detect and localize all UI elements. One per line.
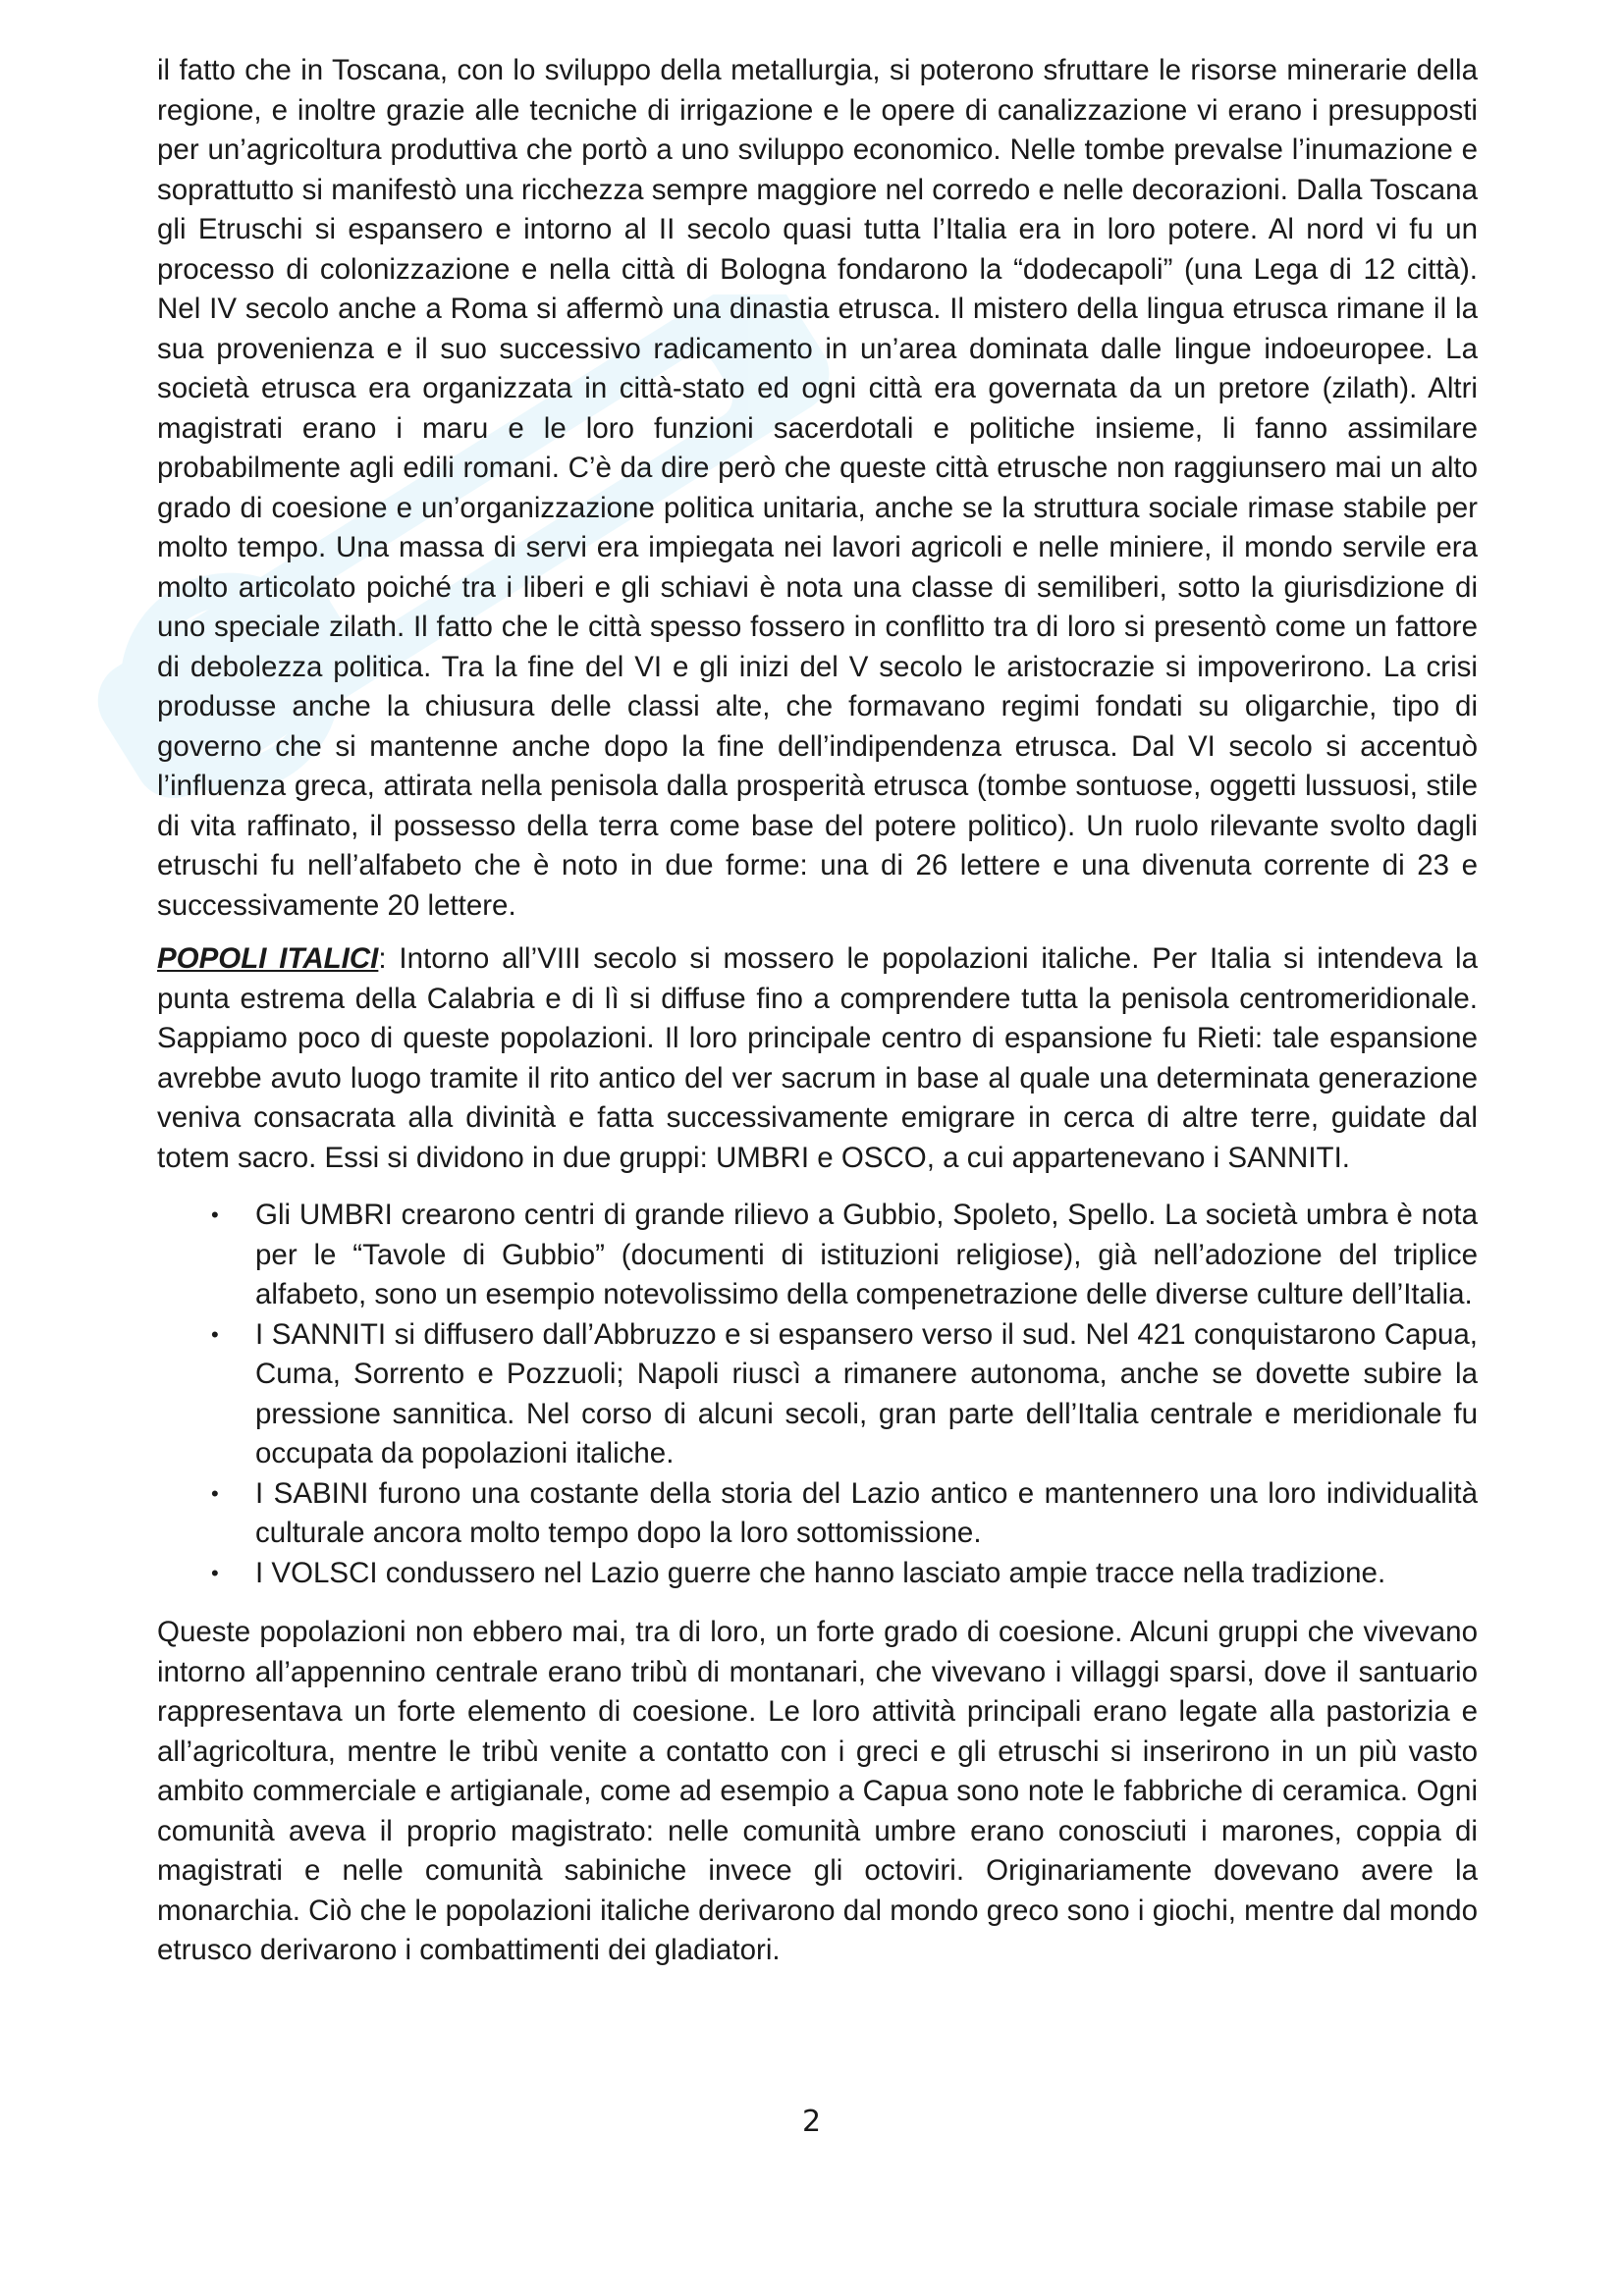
document-page xyxy=(157,51,1478,1971)
bullet-list-popoli xyxy=(157,1196,1478,1593)
bullet-icon: • xyxy=(211,1480,219,1506)
paragraph-coesione: Queste popolazioni non ebbero mai, tra di loro, un forte grado di coesione. Alcuni gruppi che vivevano intorno all’appennino centrale erano tribù di montanari, che vivevano i villaggi sparsi, dove il santuario rappresentava un forte elemento di coesione. Le loro attività principali erano legate alla pastorizia e all’agricoltura, mentre le tribù venite a contatto con i greci e gli etruschi si inserirono in un più vasto ambito commerciale e artigianale, come ad esempio a Capua sono note le fabbriche di ceramica. Ogni comunità aveva il proprio magistrato: nelle comunità umbre erano conosciuti i marones, coppia di magistrati e nelle comunità sabiniche invece gli octoviri. Originariamente dovevano avere la monarchia. Ciò che le popolazioni italiche derivarono dal mondo greco sono i giochi, mentre dal mondo etrusco derivarono i combattimenti dei gladiatori. xyxy=(157,1616,1478,1966)
list-item-text: I SANNITI si diffusero dall’Abbruzzo e si espansero verso il sud. Nel 421 conquistarono Capua, Cuma, Sorrento e Pozzuoli; Napoli riuscì a rimanere autonoma, anche se dovette subire la pressione sannitica. Nel corso di alcuni secoli, gran parte dell’Italia centrale e meridionale fu occupata da popolazioni italiche. xyxy=(255,1317,1478,1469)
list-item-text: Gli UMBRI crearono centri di grande rilievo a Gubbio, Spoleto, Spello. La società umbra è nota per le “Tavole di Gubbio” (documenti di istituzioni religiose), già nell’adozione del triplice alfabeto, sono un esempio notevolissimo della compenetrazione delle diverse culture dell’Italia. xyxy=(255,1199,1478,1310)
bullet-icon: • xyxy=(211,1560,219,1585)
list-item-text: I SABINI furono una costante della storia del Lazio antico e mantennero una loro individualità culturale ancora molto tempo dopo la loro sottomissione. xyxy=(255,1476,1478,1549)
page-number: 2 xyxy=(801,2105,822,2139)
paragraph-etruschi: il fatto che in Toscana, con lo sviluppo della metallurgia, si poterono sfruttare le risorse minerarie della regione, e inoltre grazie alle tecniche di irrigazione e le opere di canalizzazione vi erano i presupposti per un’agricoltura produttiva che portò a uno sviluppo economico. Nelle tombe prevalse l’inumazione e soprattutto si manifestò una ricchezza sempre maggiore nel corredo e nelle decorazioni. Dalla Toscana gli Etruschi si espansero e intorno al II secolo quasi tutta l’Italia era in loro potere. Al nord vi fu un processo di colonizzazione e nella città di Bologna fondarono la “dodecapoli” (una Lega di 12 città). Nel IV secolo anche a Roma si affermò una dinastia etrusca. Il mistero della lingua etrusca rimane il la sua provenienza e il suo successivo radicamento in un’area dominata dalle lingue indoeuropee. La società etrusca era organizzata in città-stato ed ogni città era governata da un pretore (zilath). Altri magistrati erano i maru e le loro funzioni sacerdotali e politiche insieme, li fanno assimilare probabilmente agli edili romani. C’è da dire però che queste città etrusche non raggiunsero mai un alto grado di coesione e un’organizzazione politica unitaria, anche se la struttura sociale rimase stabile per molto tempo. Una massa di servi era impiegata nei lavori agricoli e nelle miniere, il mondo servile era molto articolato poiché tra i liberi e gli schiavi è nota una classe di semiliberi, sotto la giurisdizione di uno speciale zilath. Il fatto che le città spesso fossero in conflitto tra di loro si presentò come un fattore di debolezza politica. Tra la fine del VI e gli inizi del V secolo le aristocrazie si impoverirono. La crisi produsse anche la chiusura delle classi alte, che formavano regimi fondati su oligarchie, tipo di governo che si mantenne anche dopo la fine dell’indipendenza etrusca. Dal VI secolo si accentuò l’influenza greca, attirata nella penisola dalla prosperità etrusca (tombe sontuose, oggetti lussuosi, stile di vita raffinato, il possesso della terra come base del potere politico). Un ruolo rilevante svolto dagli etruschi fu nell’alfabeto che è noto in due forme: una di 26 lettere e una divenuta corrente di 23 e successivamente 20 lettere. xyxy=(157,54,1478,922)
section-heading-popoli-italici: POPOLI ITALICI xyxy=(157,942,379,975)
bullet-icon: • xyxy=(211,1202,219,1227)
list-item-text: I VOLSCI condussero nel Lazio guerre che hanno lasciato ampie tracce nella tradizione. xyxy=(255,1556,1386,1589)
paragraph-popoli-italici-body: : Intorno all’VIII secolo si mossero le popolazioni italiche. Per Italia si intendeva la punta estrema della Calabria e di lì si diffuse fino a comprendere tutta la penisola centromeridionale. Sappiamo poco di queste popolazioni. Il loro principale centro di espansione fu Rieti: tale espansione avrebbe avuto luogo tramite il rito antico del ver sacrum in base al quale una determinata generazione veniva consacrata alla divinità e fatta successivamente emigrare in cerca di altre terre, guidate dal totem sacro. Essi si dividono in due gruppi: UMBRI e OSCO, a cui appartenevano i SANNITI. xyxy=(157,942,1479,1174)
paragraph-popoli-italici xyxy=(157,939,1478,1178)
list-item xyxy=(157,1474,1478,1554)
list-item xyxy=(157,1196,1478,1315)
list-item xyxy=(157,1315,1478,1474)
bullet-icon: • xyxy=(211,1321,219,1347)
list-item xyxy=(157,1554,1478,1594)
